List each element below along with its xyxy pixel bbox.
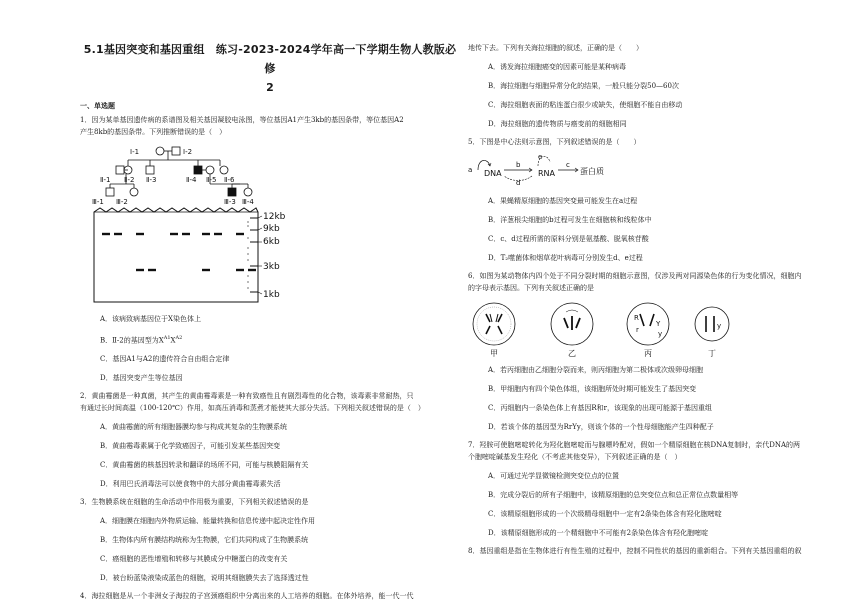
title-line-1: 5.1基因突变和基因重组 练习-2023-2024学年高一下学期生物人教版必修 bbox=[83, 43, 457, 75]
q5-stem: 5．下图是中心法则示意图，下列叙述错误的是（ ） bbox=[468, 138, 641, 146]
q4-option-c: C．海拉细胞表面的粘连蛋白很少或缺失，使细胞不能自由移动 bbox=[488, 101, 683, 109]
label-dna: DNA bbox=[484, 169, 502, 178]
cell-yi bbox=[551, 303, 593, 358]
svg-text:Y: Y bbox=[656, 320, 661, 328]
ladder-3kb: 3kb bbox=[263, 262, 280, 272]
q1-stem-2: 产生8kb的基因条带。下列推断错误的是（ ） bbox=[80, 128, 227, 136]
q4-option-b: B．海拉细胞与细胞异常分化的结果，一般只能分裂50—60次 bbox=[488, 82, 679, 90]
question-6 bbox=[468, 270, 840, 433]
cell-bing-label: 丙 bbox=[644, 349, 652, 358]
affected-male-II4 bbox=[194, 166, 202, 174]
cell-jia bbox=[473, 303, 515, 358]
section-heading: 一、单选题 bbox=[80, 102, 115, 110]
q4-stem-2: 地传下去。下列有关海拉细胞的叙述，正确的是（ ） bbox=[468, 44, 643, 52]
q6-stem-1: 6．如图为某动物体内四个处于不同分裂时期的细胞示意图，仅涉及两对同源染色体的行为变化情况，细胞内 bbox=[468, 272, 802, 280]
q1-stem-1: 1．因为某单基因遗传病的系谱图及相关基因凝胶电泳图，等位基因A1产生3kb的基因条带，等位基因A2 bbox=[80, 116, 404, 124]
label-e: e bbox=[538, 153, 543, 161]
svg-text:r: r bbox=[636, 326, 639, 334]
q2-option-b: B．黄曲霉毒素属于化学致癌因子，可能引发某些基因突变 bbox=[100, 442, 281, 451]
question-4-start bbox=[80, 590, 460, 602]
q1-option-d: D．基因突变产生等位基因 bbox=[100, 374, 183, 383]
label-II6: Ⅱ-6 bbox=[224, 176, 235, 184]
q7-option-c: C．该精原细胞形成的一个次级精母细胞中一定有2条染色体含有羟化胞嘧啶 bbox=[488, 510, 722, 518]
ladder-6kb: 6kb bbox=[263, 237, 280, 247]
q4-stem-1: 4．海拉细胞是从一个非洲女子海拉的子宫颈癌组织中分离出来的人工培养的细胞。在体外培养，能一代一代 bbox=[80, 592, 414, 601]
q6-stem-2: 的字母表示基因。下列有关叙述正确的是 bbox=[468, 284, 594, 292]
q3-option-c: C．癌细胞的恶性增殖和转移与其膜成分中糖蛋白的改变有关 bbox=[100, 555, 288, 564]
svg-text:R: R bbox=[634, 314, 639, 322]
ladder-9kb: 9kb bbox=[263, 224, 280, 234]
label-rna: RNA bbox=[538, 169, 556, 178]
cell-division-svg bbox=[468, 298, 768, 360]
q7-option-a: A．可通过光学显微镜检测突变位点的位置 bbox=[488, 472, 620, 480]
cell-bing bbox=[627, 303, 669, 358]
label-III3: Ⅲ-3 bbox=[224, 198, 236, 206]
q6-option-a: A．若丙细胞由乙细胞分裂而来，则丙细胞为第二极体或次级卵母细胞 bbox=[488, 366, 704, 374]
cell-division-figure bbox=[468, 298, 840, 360]
q8-stem-1: 8．基因重组是指在生物体进行有性生殖的过程中，控制不同性状的基因的重新组合。下列有关基因重组的叙 bbox=[468, 547, 802, 555]
q7-stem-2: 个胞嘧啶碱基发生羟化（不考虑其他变异），下列叙述正确的是（ ） bbox=[468, 453, 682, 461]
svg-text:y: y bbox=[717, 322, 722, 330]
gel-electrophoresis bbox=[94, 208, 286, 302]
label-III1: Ⅲ-1 bbox=[92, 198, 104, 206]
q5-option-c: C．c、d过程所需的原料分别是氨基酸、脱氧核苷酸 bbox=[488, 235, 649, 243]
q6-option-d: D．若该个体的基因型为RrYy，则该个体的一个性母细胞能产生四种配子 bbox=[488, 423, 714, 431]
label-III2: Ⅲ-2 bbox=[116, 198, 128, 206]
question-2 bbox=[80, 390, 460, 490]
label-d: d bbox=[516, 179, 521, 187]
q5-option-d: D．T₂噬菌体和烟草花叶病毒可分别发生d、e过程 bbox=[488, 254, 643, 262]
central-dogma-svg bbox=[468, 152, 668, 188]
left-column bbox=[80, 0, 460, 608]
pedigree-gel-svg bbox=[90, 142, 320, 306]
ladder-12kb: 12kb bbox=[263, 212, 286, 222]
q1-option-b: B．Ⅱ-2的基因型为$X^{A1}X^{A2}$ bbox=[100, 335, 183, 345]
label-III4: Ⅲ-4 bbox=[242, 198, 254, 206]
question-5 bbox=[468, 136, 840, 264]
q1-option-c: C．基因A1与A2的遗传符合自由组合定律 bbox=[100, 355, 230, 364]
question-8-start bbox=[468, 545, 840, 557]
q7-stem-1: 7．羟胺可使胞嘧啶转化为羟化胞嘧啶而与腺嘌呤配对，假如一个精原细胞在核DNA复制时，亲代DNA的两 bbox=[468, 441, 801, 449]
label-II5: Ⅱ-5 bbox=[206, 176, 217, 184]
cell-yi-label: 乙 bbox=[568, 349, 576, 358]
female-I2-symbol bbox=[156, 147, 164, 155]
q3-option-b: B．生物体内所有膜结构统称为生物膜，它们共同构成了生物膜系统 bbox=[100, 536, 309, 545]
q2-stem-1: 2．黄曲霉菌是一种真菌，其产生的黄曲霉毒素是一种有致癌性且有剧烈毒性的化合物，该毒素非常耐热，只 bbox=[80, 392, 414, 401]
q3-option-d: D．被台盼蓝染液染成蓝色的细胞，说明其细胞膜失去了选择透过性 bbox=[100, 574, 309, 583]
label-protein: 蛋白质 bbox=[580, 167, 604, 176]
cell-ding-label: 丁 bbox=[708, 349, 716, 358]
male-I2b-symbol bbox=[172, 147, 180, 155]
q2-option-d: D．利用巴氏消毒法可以使食物中的大部分黄曲霉毒素失活 bbox=[100, 480, 281, 489]
question-3 bbox=[80, 496, 460, 584]
label-b: b bbox=[516, 161, 521, 169]
q1-option-a: A．该病致病基因位于X染色体上 bbox=[100, 315, 202, 323]
label-II1: Ⅱ-1 bbox=[100, 176, 111, 184]
label-c: c bbox=[566, 161, 570, 169]
right-column bbox=[468, 0, 840, 608]
q6-option-b: B．甲细胞内有四个染色体组，该细胞所处时期可能发生了基因突变 bbox=[488, 385, 697, 393]
ladder-1kb: 1kb bbox=[263, 290, 280, 300]
cell-ding bbox=[695, 307, 729, 358]
q2-stem-2: 有通过长时间高温（100-120℃）作用，如高压消毒和蒸煮才能使其大部分失活。下列相关叙述错误的是（ ） bbox=[80, 404, 425, 413]
question-1 bbox=[80, 114, 460, 384]
label-II2: Ⅱ-2 bbox=[124, 176, 135, 184]
title-line-2: 2 bbox=[266, 81, 274, 94]
label-II4: Ⅱ-4 bbox=[186, 176, 197, 184]
q7-option-b: B．完成分裂后的所有子细胞中，该精原细胞的总突变位点和总正常位点数量相等 bbox=[488, 491, 739, 499]
cell-jia-label: 甲 bbox=[490, 349, 498, 358]
q2-option-c: C．黄曲霉菌的核基因转录和翻译的场所不同，可能与核膜阻隔有关 bbox=[100, 461, 309, 470]
q5-option-b: B．洋葱根尖细胞的b过程可发生在细胞核和线粒体中 bbox=[488, 216, 652, 224]
q2-option-a: A．黄曲霉菌的所有细胞器膜均参与构成其复杂的生物膜系统 bbox=[100, 423, 288, 432]
question-7 bbox=[468, 439, 840, 539]
label-I2: Ⅰ-2 bbox=[183, 148, 193, 156]
q4-option-d: D．海拉细胞的遗传物质与癌变前的细胞相同 bbox=[488, 120, 627, 128]
q3-stem: 3．生物膜系统在细胞的生命活动中作用极为重要，下列相关叙述错误的是 bbox=[80, 498, 309, 507]
page-title bbox=[80, 40, 460, 97]
q6-option-c: C．丙细胞内一条染色体上有基因R和r，该现象的出现可能源于基因重组 bbox=[488, 404, 712, 412]
central-dogma-figure bbox=[468, 152, 840, 188]
q7-option-d: D．该精原细胞形成的一个精细胞中不可能有2条染色体含有羟化胞嘧啶 bbox=[488, 529, 709, 537]
q5-option-a: A．果蝇精原细胞的基因突变最可能发生在a过程 bbox=[488, 197, 638, 205]
label-a: a bbox=[468, 166, 473, 174]
q4-option-a: A．诱发海拉细胞癌变的因素可能是某种病毒 bbox=[488, 63, 627, 71]
svg-text:y: y bbox=[658, 330, 663, 338]
label-I1: Ⅰ-1 bbox=[130, 148, 140, 156]
pedigree-gel-figure bbox=[90, 142, 460, 306]
q3-option-a: A．细胞膜在细胞内外物质运输、能量转换和信息传递中起决定性作用 bbox=[100, 517, 316, 526]
label-II3: Ⅱ-3 bbox=[146, 176, 157, 184]
